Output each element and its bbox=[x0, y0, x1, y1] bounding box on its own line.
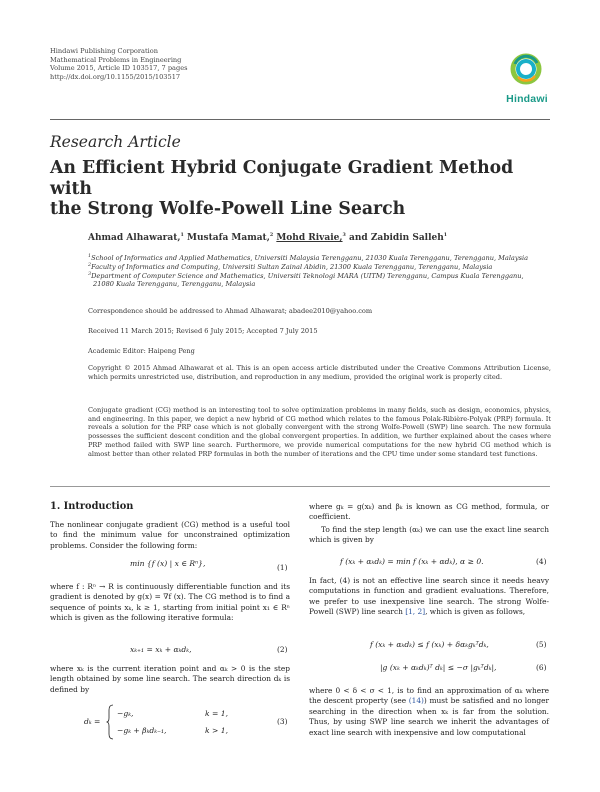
affiliation bbox=[88, 262, 558, 271]
right-para-3 bbox=[309, 576, 549, 618]
academic-editor: Academic Editor: Haipeng Peng bbox=[88, 347, 195, 355]
author[interactable]: Mohd Rivaie, bbox=[276, 233, 343, 243]
aff-sup: 1 bbox=[88, 254, 92, 259]
right-para-2: To find the step length (αₖ) we can use the exact line search which is given by bbox=[309, 525, 549, 545]
equation-3-lhs: dₖ = bbox=[84, 717, 101, 726]
right-para-1: where gₖ = g(xₖ) and βₖ is known as CG method, formula, or coefficient. bbox=[309, 502, 549, 522]
hindawi-logo-text: Hindawi bbox=[506, 93, 548, 105]
aff-text: School of Informatics and Applied Mathematics, Universiti Malaysia Terengganu, 21030 Kuala Terengganu, Terengganu, Malaysia bbox=[91, 254, 529, 263]
aff-text: Faculty of Informatics and Computing, Universiti Sultan Zainal Abidin, 21300 Kuala Terengganu, Terengganu, Malaysia bbox=[91, 263, 493, 272]
equation-3-case-1: −gₖ, bbox=[117, 709, 134, 718]
author-sup: 1 bbox=[443, 232, 448, 238]
author-sup: 2 bbox=[269, 232, 274, 238]
brace-icon bbox=[106, 704, 114, 740]
equation-1: min {f (x) | x ∈ Rⁿ}, bbox=[130, 559, 206, 568]
equation-4-number: (4) bbox=[536, 557, 547, 566]
equation-ref-link[interactable]: (14) bbox=[408, 696, 424, 706]
author-list bbox=[88, 232, 447, 243]
equation-3-case-2: −gₖ + βₖdₖ₋₁, bbox=[117, 726, 167, 735]
equation-2-number: (2) bbox=[277, 645, 288, 654]
doi-link[interactable]: http://dx.doi.org/10.1155/2015/103517 bbox=[50, 72, 181, 81]
aff-sup: 2 bbox=[88, 263, 92, 268]
affiliation bbox=[88, 280, 563, 288]
section-heading: 1. Introduction bbox=[50, 501, 134, 512]
aff-sup: 3 bbox=[88, 272, 92, 277]
right-para-4-text-end: ) must be satisfied and no longer searching in the direction when xₖ is far from the solution. Thus, by using SWP line search we inherit the advantages of exact line search with inexpensive and low computational bbox=[309, 696, 549, 737]
equation-3-cond-2: k > 1, bbox=[205, 726, 229, 735]
equation-3-cond-1: k = 1, bbox=[205, 709, 229, 718]
equation-6-number: (6) bbox=[536, 663, 547, 672]
author-sup: 3 bbox=[342, 232, 346, 238]
right-para-4 bbox=[309, 686, 549, 738]
abstract: Conjugate gradient (CG) method is an interesting tool to solve optimization problems in many fields, such as design, economics, physics, and engineering. In this paper, we depict a new hybrid of CG method which relates to the famous Polak-Ribière-Polyak (PRP) formula. It reveals a solution for the PRP case which is not globally convergent with the strong Wolfe-Powell (SWP) line search. The new formula possesses the sufficient descent condition and the global convergent properties. In addition, we further explained about the cases where PRP method failed with SWP line search. Furthermore, we provide numerical computations for the new hybrid CG method which is almost better than other related PRP formulas in both the number of iterations and the CPU time under some standard test functions. bbox=[88, 406, 551, 458]
author-sup: 1 bbox=[180, 232, 184, 238]
left-para-3: where xₖ is the current iteration point and αₖ > 0 is the step length obtained by some line search. The search direction dₖ is defined by bbox=[50, 664, 290, 694]
author[interactable]: Mustafa Mamat, bbox=[187, 233, 270, 243]
aff-text: 21080 Kuala Terengganu, Terengganu, Malaysia bbox=[93, 280, 256, 288]
equation-5-number: (5) bbox=[536, 640, 547, 649]
equation-5: f (xₖ + αₖdₖ) ≤ f (xₖ) + δαₖgₖᵀdₖ, bbox=[370, 640, 489, 649]
dates: Received 11 March 2015; Revised 6 July 2015; Accepted 7 July 2015 bbox=[88, 327, 318, 335]
author[interactable]: and Zabidin Salleh bbox=[349, 233, 444, 243]
volume-info: Volume 2015, Article ID 103517, 7 pages bbox=[50, 64, 188, 73]
correspondence: Correspondence should be addressed to Ahmad Alhawarat; abadee2010@yahoo.com bbox=[88, 307, 373, 315]
article-type: Research Article bbox=[50, 133, 181, 151]
author[interactable]: Ahmad Alhawarat, bbox=[88, 233, 181, 243]
title-line-2: the Strong Wolfe-Powell Line Search bbox=[50, 199, 406, 219]
journal-name: Mathematical Problems in Engineering bbox=[50, 55, 182, 64]
abstract-divider bbox=[50, 486, 550, 487]
right-para-4-text: where 0 < δ < σ < 1, is to find an approximation of αₖ where the descent property (see bbox=[309, 686, 549, 706]
equation-4: f (xₖ + αₖdₖ) = min f (xₖ + αdₖ), α ≥ 0. bbox=[340, 557, 484, 566]
equation-6: |g (xₖ + αₖdₖ)ᵀ dₖ| ≤ −σ |gₖᵀdₖ|, bbox=[380, 663, 497, 672]
right-para-3-text: In fact, (4) is not an effective line search since it needs heavy computations in function and gradient evaluations. Therefore, we prefer to use inexpensive line search. The strong Wolfe-Powell (SWP) line search bbox=[309, 576, 549, 617]
title-line-1: An Efficient Hybrid Conjugate Gradient Method with bbox=[50, 158, 514, 199]
right-para-3-text-end: , which is given as follows, bbox=[425, 607, 526, 617]
aff-text: Department of Computer Science and Mathematics, Universiti Teknologi MARA (UITM) Terengganu, Campus Kuala Terengganu, bbox=[91, 272, 524, 281]
affiliation bbox=[88, 253, 558, 262]
publisher: Hindawi Publishing Corporation bbox=[50, 47, 158, 55]
equation-1-number: (1) bbox=[277, 563, 288, 572]
journal-header bbox=[50, 47, 187, 81]
paper-title bbox=[50, 158, 550, 220]
left-para-1: The nonlinear conjugate gradient (CG) method is a useful tool to find the minimum value for unconstrained optimization problems. Consider the following form: bbox=[50, 520, 290, 550]
copyright: Copyright © 2015 Ahmad Alhawarat et al. This is an open access article distributed under the Creative Commons Attribution License, which permits unrestricted use, distribution, and reproduction in any medium, provided the original work is properly cited. bbox=[88, 364, 551, 381]
affiliation bbox=[88, 271, 558, 280]
citation-link[interactable]: [1, 2] bbox=[405, 607, 426, 617]
left-para-2: where f : Rⁿ → R is continuously differentiable function and its gradient is denoted by g(x) = ∇f (x). The CG method is to find a sequence of points xₖ, k ≥ 1, starting from initial point x₁ ∈ Rⁿ which is given as the following iterative formula: bbox=[50, 582, 290, 623]
equation-3-number: (3) bbox=[277, 717, 288, 726]
header-divider bbox=[50, 119, 550, 120]
equation-2: xₖ₊₁ = xₖ + αₖdₖ, bbox=[130, 645, 192, 654]
